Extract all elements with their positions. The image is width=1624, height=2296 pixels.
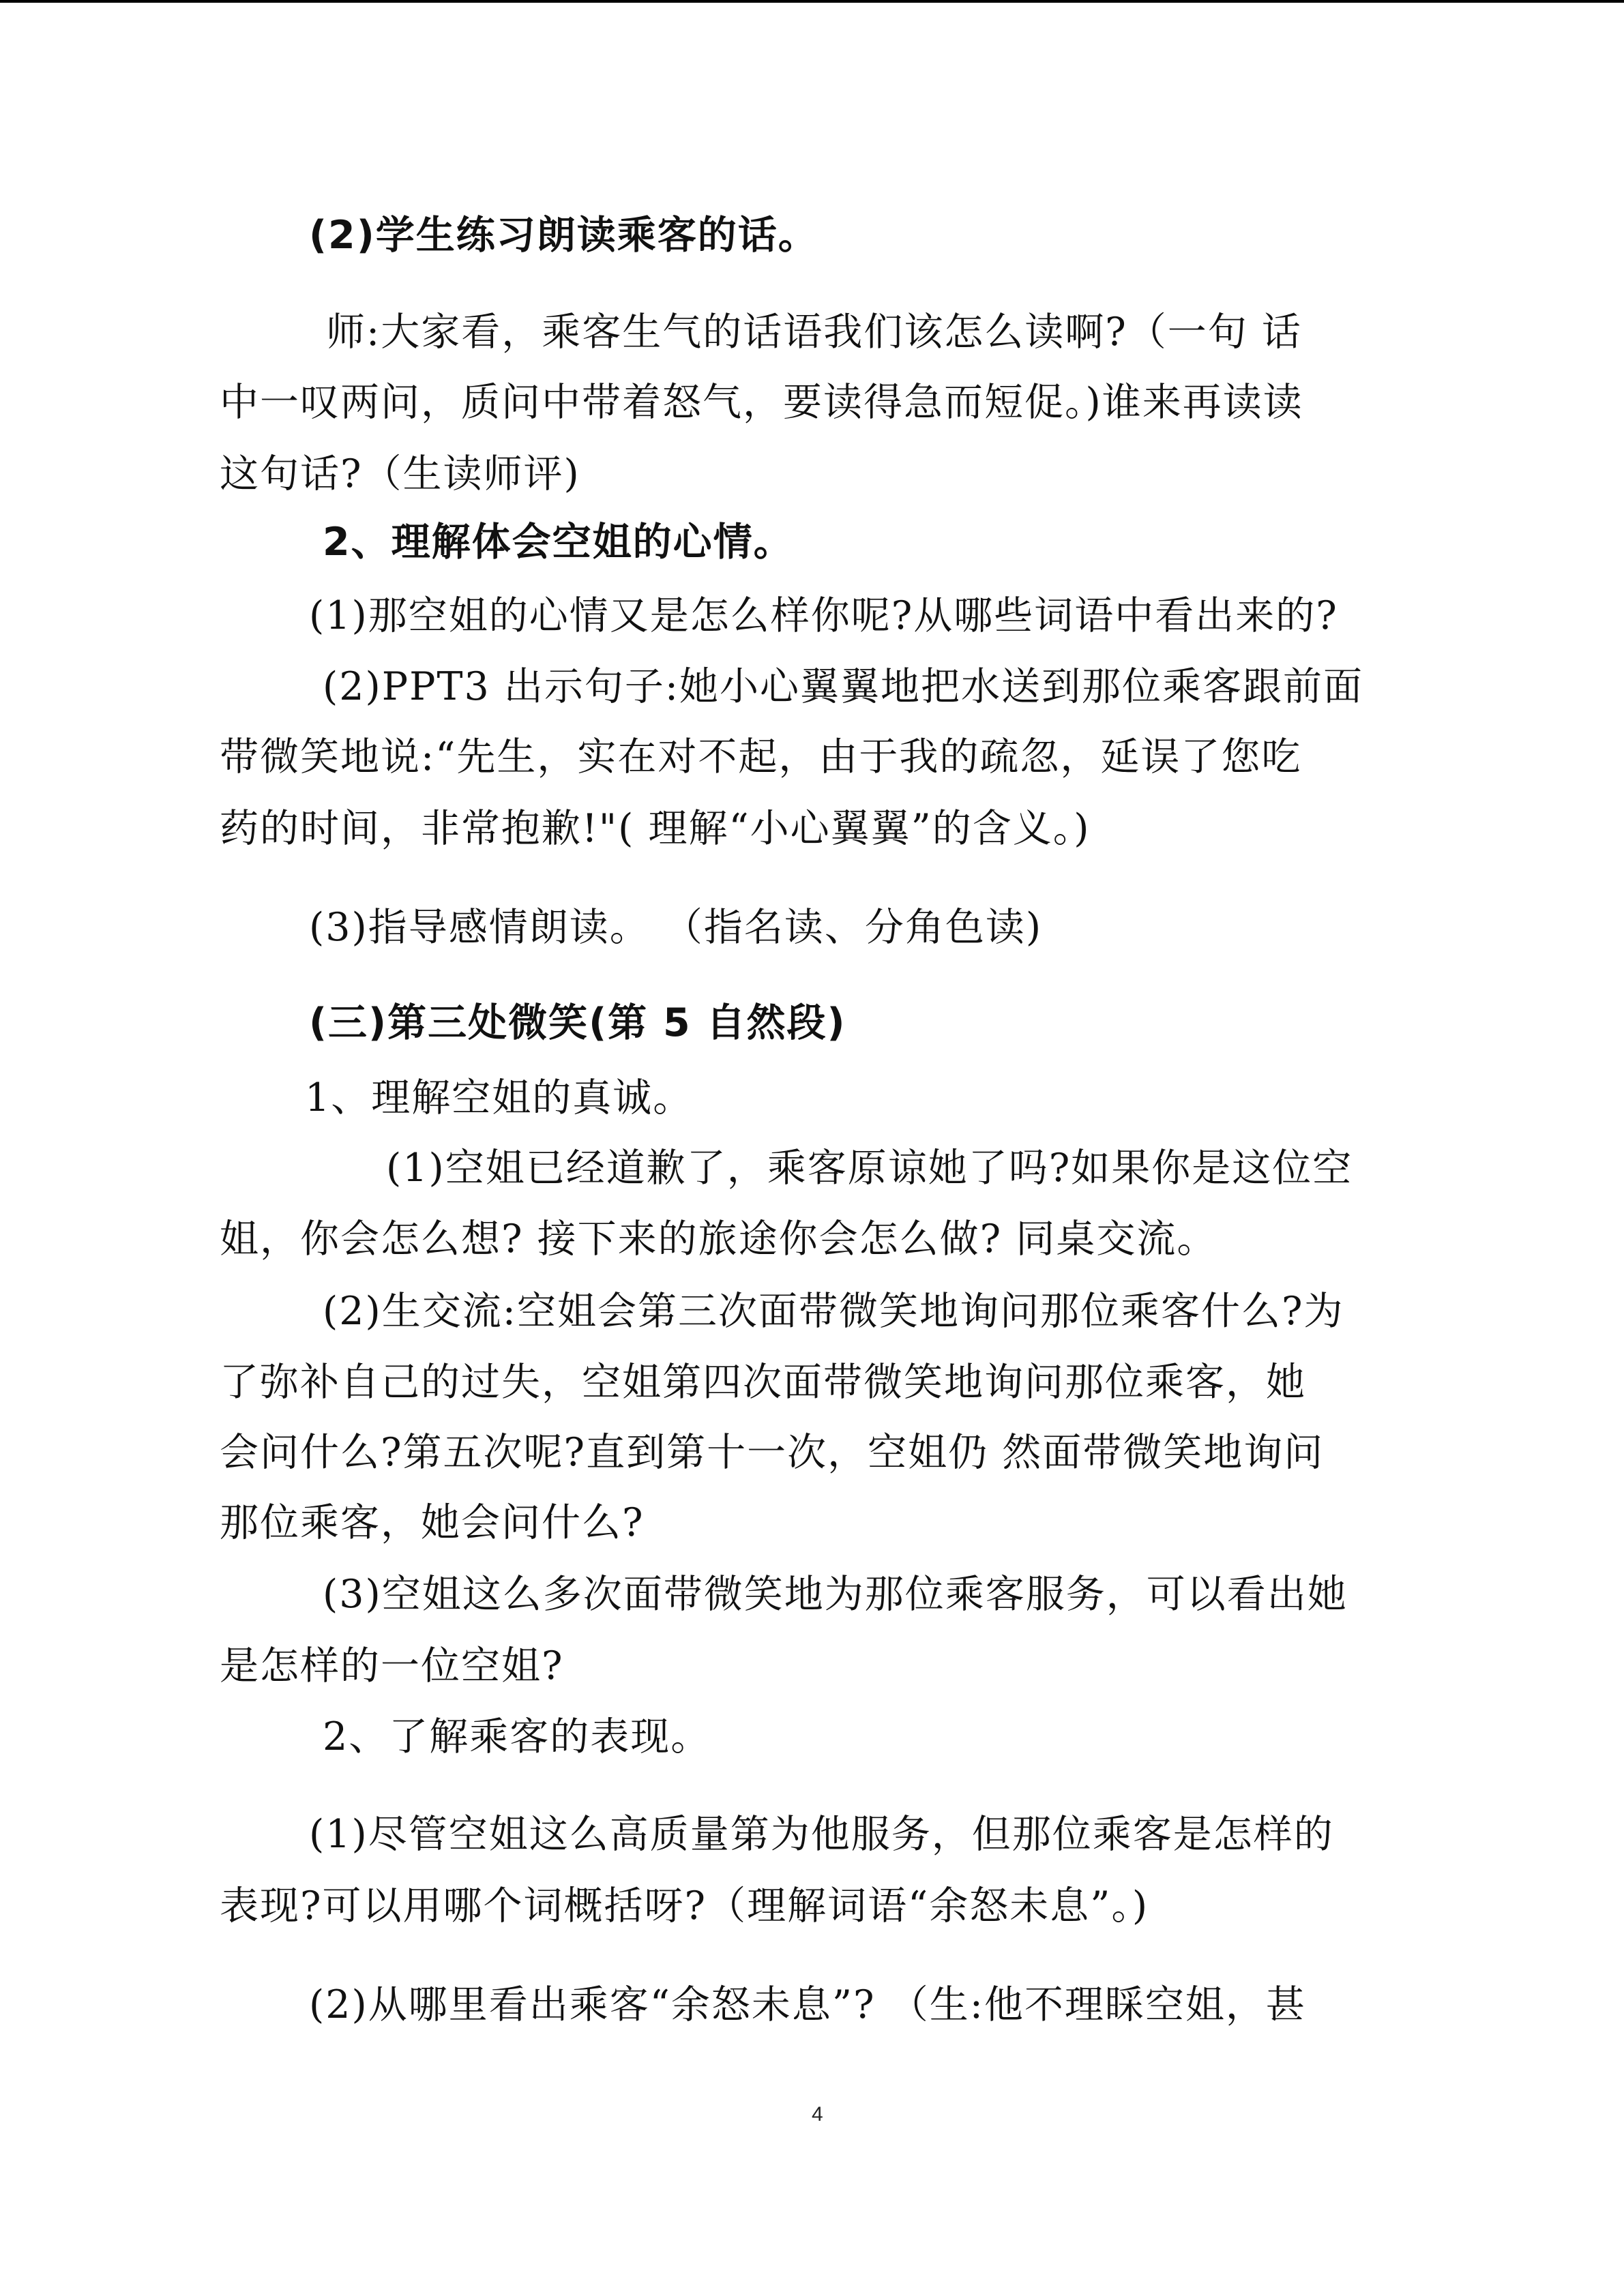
paragraph-line: (3)空姐这么多次面带微笑地为那位乘客服务，可以看出她 [323,1572,1348,1617]
paragraph-line: (1)那空姐的心情又是怎么样你呢?从哪些词语中看出来的? [309,593,1338,638]
paragraph-line: 是怎样的一位空姐? [220,1643,564,1688]
paragraph-line: 那位乘客，她会问什么? [220,1500,645,1545]
paragraph-line: (3)指导感情朗读。 （指名读、分角色读) [309,905,1043,950]
paragraph-line: 药的时间，非常抱歉!"( 理解“小心翼翼”的含义。) [220,806,1091,851]
paragraph-line: (2)生交流:空姐会第三次面带微笑地询问那位乘客什么?为 [323,1289,1344,1334]
paragraph-line: 表现?可以用哪个词概括呀?（理解词语“余怒未息”。) [220,1883,1149,1928]
subheading-practice-reading: (2)学生练习朗读乘客的话。 [309,213,818,258]
paragraph-line: 中一叹两问，质问中带着怒气，要读得急而短促。)谁来再读读 [220,380,1303,425]
subheading-stewardess-sincerity: 1、理解空姐的真诚。 [305,1075,694,1120]
paragraph-line: 带微笑地说:“先生，实在对不起，由于我的疏忽，延误了您吃 [220,734,1302,779]
subheading-passenger-behavior: 2、了解乘客的表现。 [323,1714,711,1759]
paragraph-line: (2)PPT3 出示句子:她小心翼翼地把水送到那位乘客跟前面 [323,664,1364,709]
paragraph-line: 师:大家看，乘客生气的话语我们该怎么读啊?（一句 话 [326,310,1302,355]
subheading-stewardess-feeling: 2、理解体会空姐的心情。 [323,520,794,565]
paragraph-line: 这句话?（生读师评) [220,451,580,496]
paragraph-line: 姐，你会怎么想? 接下来的旅途你会怎么做? 同桌交流。 [220,1217,1217,1262]
paragraph-line: (2)从哪里看出乘客“余怒未息”? （生:他不理睬空姐，甚 [309,1982,1306,2027]
paragraph-line: (1)尽管空姐这么高质量第为他服务，但那位乘客是怎样的 [309,1812,1334,1857]
paragraph-line: 了弥补自己的过失，空姐第四次面带微笑地询问那位乘客，她 [220,1360,1306,1405]
paragraph-line: 会问什么?第五次呢?直到第十一次，空姐仍 然面带微笑地询问 [220,1430,1325,1475]
page-number: 4 [812,2103,823,2126]
top-rule [0,0,1624,3]
paragraph-line: (1)空姐已经道歉了，乘客原谅她了吗?如果你是这位空 [386,1146,1353,1191]
section-heading-third-smile: (三)第三处微笑(第 5 自然段) [309,1000,846,1045]
